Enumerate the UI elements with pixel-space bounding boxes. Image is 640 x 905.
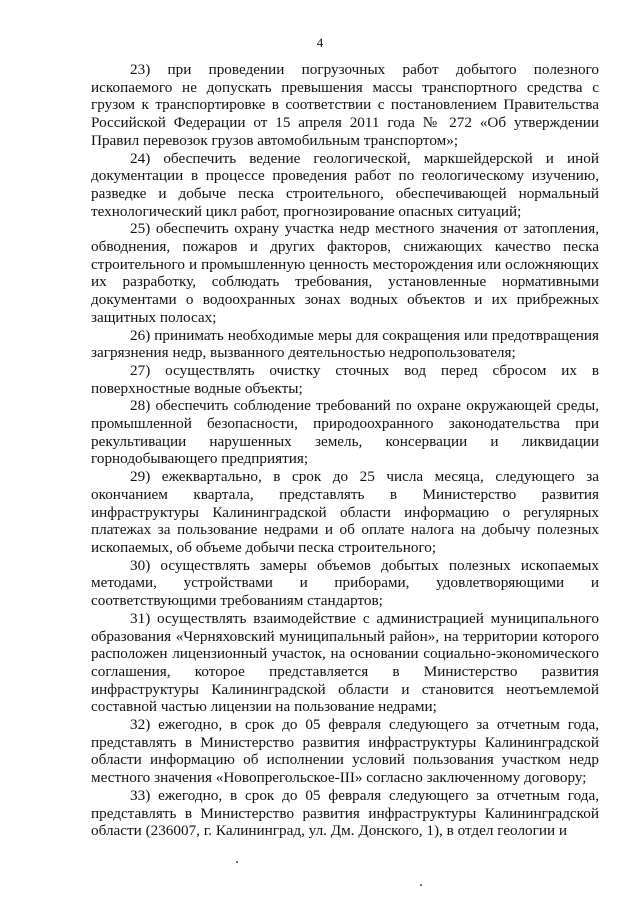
paragraph-24: 24) обеспечить ведение геологической, маркшейдерской и иной документации в процессе проведения работ по геологическому изучению, разведке и добыче песка строительного, обеспечивающей нормальный технологический цикл работ, прогнозирование опасных ситуаций; xyxy=(91,149,599,220)
page-number: 4 xyxy=(316,35,324,50)
document-body xyxy=(91,61,599,840)
paragraph-30: 30) осуществлять замеры объемов добытых полезных ископаемых методами, устройствами и приборами, удовлетворяющими и соответствующими требованиям стандартов; xyxy=(91,556,599,610)
paragraph-26: 26) принимать необходимые меры для сокращения или предотвращения загрязнения недр, вызванного деятельностью недропользователя; xyxy=(91,326,599,362)
paragraph-25: 25) обеспечить охрану участка недр местного значения от затопления, обводнения, пожаров и других факторов, снижающих качество песка строительного и промышленную ценность месторождения или осложняющих их разработку, соблюдать требования, установленные нормативными документами о водоохранных зонах водных объектов и их прибрежных защитных полосах; xyxy=(91,220,599,326)
paragraph-32: 32) ежегодно, в срок до 05 февраля следующего за отчетным года, представлять в Министерство развития инфраструктуры Калининградской области информацию об исполнении условий пользования участком недр местного значения «Новопрегольское-III» согласно заключенному договору; xyxy=(91,716,599,787)
paragraph-27: 27) осуществлять очистку сточных вод перед сбросом их в поверхностные водные объекты; xyxy=(91,361,599,397)
paragraph-31: 31) осуществлять взаимодействие с администрацией муниципального образования «Черняховский муниципальный район», на территории которого расположен лицензионный участок, на основании социально-экономического соглашения, которое представляется в Министерство развития инфраструктуры Калининградской области и становится неотъемлемой составной частью лицензии на пользование недрами; xyxy=(91,609,599,716)
paragraph-28: 28) обеспечить соблюдение требований по охране окружающей среды, промышленной безопасности, природоохранного законодательства при рекультивации нарушенных земель, консервации и ликвидации горнодобывающего предприятия; xyxy=(91,397,599,468)
paragraph-23: 23) при проведении погрузочных работ добытого полезного ископаемого не допускать превышения массы транспортного средства с грузом к транспортировке в соответствии с постановлением Правительства Российской Федерации от 15 апреля 2011 года № 272 «Об утверждении Правил перевозок грузов автомобильным транспортом»; xyxy=(91,61,599,149)
paragraph-33: 33) ежегодно, в срок до 05 февраля следующего за отчетным года, представлять в Министерство развития инфраструктуры Калининградской области (236007, г. Калининград, ул. Дм. Донского, 1), в отдел геологии и xyxy=(91,786,599,840)
scan-speck xyxy=(236,861,238,863)
scan-speck xyxy=(420,884,422,886)
paragraph-29: 29) ежеквартально, в срок до 25 числа месяца, следующего за окончанием квартала, представлять в Министерство развития инфраструктуры Калининградской области информацию о регулярных платежах за пользование недрами и об оплате налога на добычу полезных ископаемых, об объеме добычи песка строительного; xyxy=(91,468,599,556)
